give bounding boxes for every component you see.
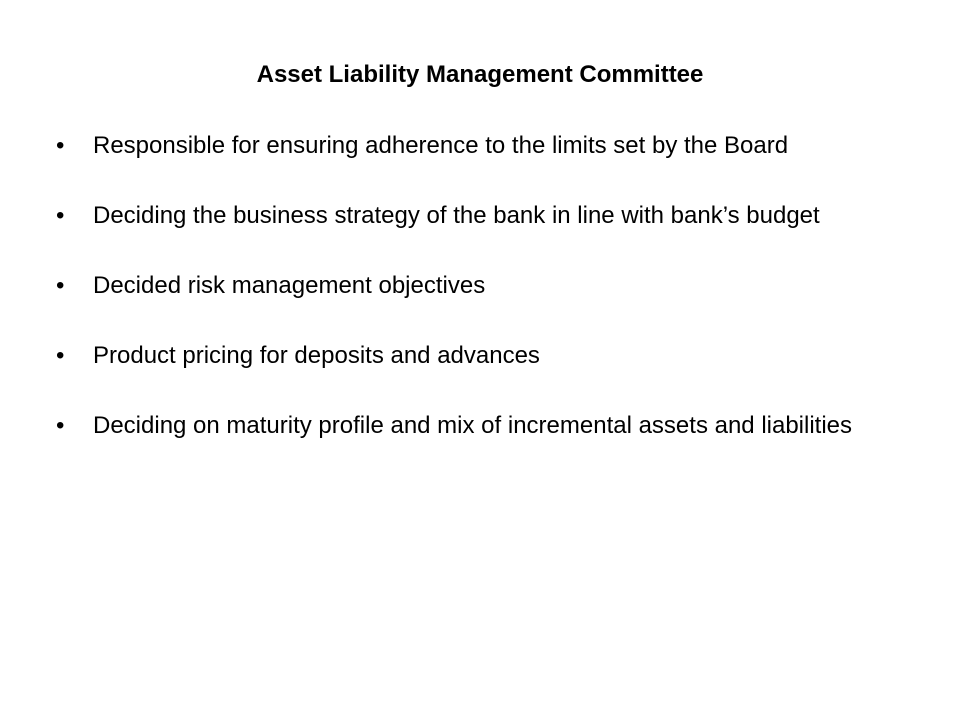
bullet-text: Deciding the business strategy of the bank in line with bank’s budget — [93, 202, 820, 229]
bullet-icon: • — [56, 202, 65, 229]
bullet-list — [56, 123, 908, 449]
bullet-icon: • — [56, 342, 65, 369]
bullet-text: Product pricing for deposits and advances — [93, 342, 540, 369]
bullet-item-2 — [56, 193, 908, 239]
bullet-text: Responsible for ensuring adherence to the limits set by the Board — [93, 132, 789, 159]
bullet-icon: • — [56, 272, 65, 299]
bullet-item-5 — [56, 403, 908, 449]
slide-title: Asset Liability Management Committee — [256, 61, 704, 88]
bullet-icon: • — [56, 412, 65, 439]
bullet-item-1 — [56, 123, 908, 169]
bullet-icon: • — [56, 132, 65, 159]
bullet-text: Decided risk management objectives — [93, 272, 486, 299]
bullet-item-4 — [56, 333, 908, 379]
bullet-item-3 — [56, 263, 908, 309]
bullet-text: Deciding on maturity profile and mix of incremental assets and liabilities — [93, 412, 853, 439]
